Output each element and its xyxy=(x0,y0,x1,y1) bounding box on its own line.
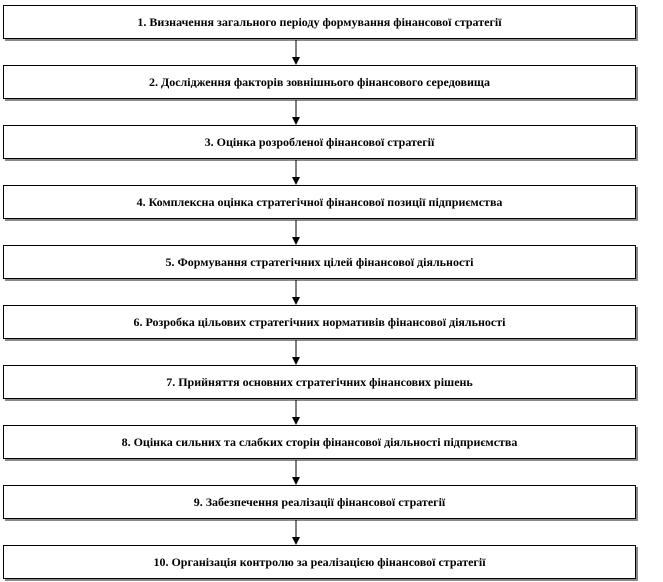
step-2-label: 2. Дослідження факторів зовнішнього фінансового середовища xyxy=(148,74,491,89)
arrow-5-6 xyxy=(290,280,302,306)
step-9-label: 9. Забезпечення реалізації фінансової стратегії xyxy=(193,494,446,509)
step-10-label: 10. Організація контролю за реалізацією фінансової стратегії xyxy=(153,554,486,569)
arrow-4-5 xyxy=(290,220,302,246)
step-5-box xyxy=(3,245,636,279)
step-6-box xyxy=(3,305,636,339)
arrow-3-4 xyxy=(290,160,302,186)
step-3-label: 3. Оцінка розробленої фінансової стратегії xyxy=(204,134,435,149)
arrow-2-3 xyxy=(290,100,302,126)
arrow-1-2 xyxy=(290,40,302,66)
step-1-label: 1. Визначення загального періоду формування фінансової стратегії xyxy=(137,14,502,29)
step-7-label: 7. Прийняття основних стратегічних фінансових рішень xyxy=(166,374,473,389)
step-8-box xyxy=(3,425,636,459)
step-1-box xyxy=(3,5,636,39)
step-10-box xyxy=(3,545,636,579)
step-9-box xyxy=(3,485,636,519)
arrow-6-7 xyxy=(290,340,302,366)
step-5-label: 5. Формування стратегічних цілей фінансової діяльності xyxy=(165,254,474,269)
step-3-box xyxy=(3,125,636,159)
arrow-9-10 xyxy=(290,520,302,546)
step-4-label: 4. Комплексна оцінка стратегічної фінансової позиції підприємства xyxy=(136,194,503,209)
step-8-label: 8. Оцінка сильних та слабких сторін фінансової діяльності підприємства xyxy=(121,434,518,449)
arrow-7-8 xyxy=(290,400,302,426)
step-2-box xyxy=(3,65,636,99)
step-6-label: 6. Розробка цільових стратегічних нормативів фінансової діяльності xyxy=(133,314,506,329)
arrow-8-9 xyxy=(290,460,302,486)
step-4-box xyxy=(3,185,636,219)
step-7-box xyxy=(3,365,636,399)
